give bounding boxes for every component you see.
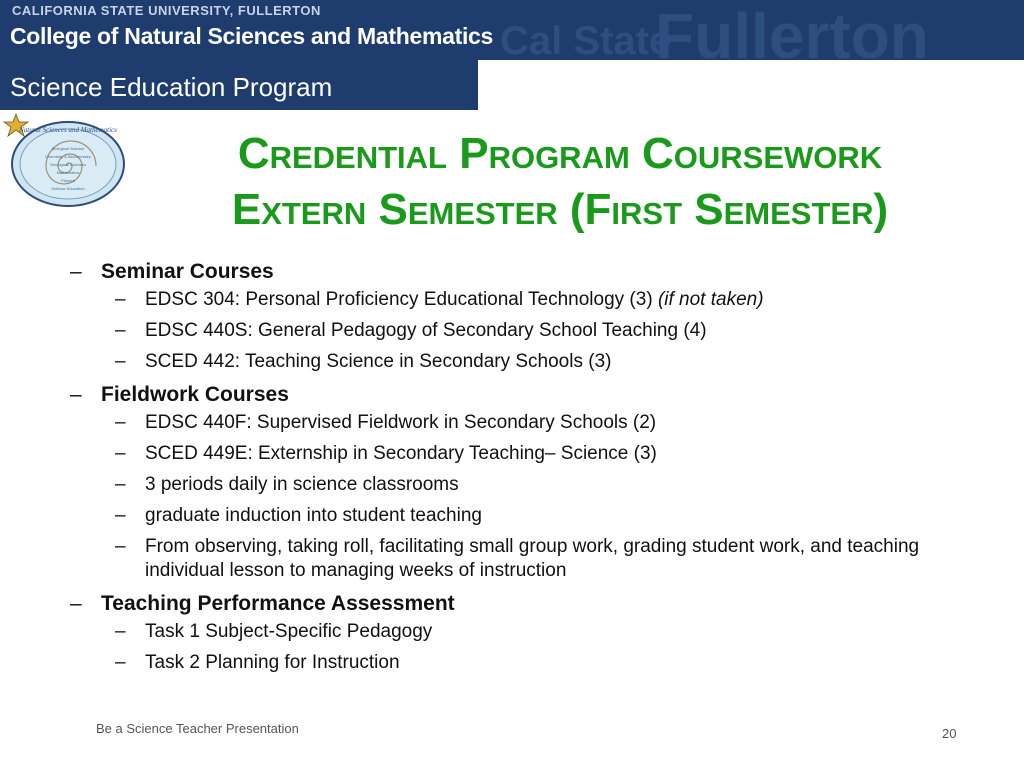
svg-text:Mathematics: Mathematics <box>56 170 80 175</box>
list-item: – graduate induction into student teaching <box>115 505 482 526</box>
section-heading-tpa: – Teaching Performance Assessment <box>70 592 455 615</box>
title-line-2: Extern Semester (First Semester) <box>231 185 889 234</box>
svg-text:Physics: Physics <box>61 178 75 183</box>
bullet-dash: – <box>115 351 126 372</box>
program-name: Science Education Program <box>10 72 333 102</box>
svg-text:Biological Science: Biological Science <box>51 146 85 151</box>
list-item: – 3 periods daily in science classrooms <box>115 474 459 495</box>
bullet-dash: – <box>115 443 126 464</box>
bullet-dash: – <box>70 383 82 406</box>
list-item: – From observing, taking roll, facilitating small group work, grading student work, and teaching individual lesson to managing weeks of instruction <box>115 536 920 581</box>
svg-text:Fullerton: Fullerton <box>655 0 929 60</box>
university-name: CALIFORNIA STATE UNIVERSITY, FULLERTON <box>12 3 321 18</box>
title-line-1: Credential Program Coursework <box>237 129 883 178</box>
bullet-dash: – <box>115 320 126 341</box>
footer-presentation-name: Be a Science Teacher Presentation <box>96 721 299 736</box>
section-heading-fieldwork: – Fieldwork Courses <box>70 383 289 406</box>
list-item: – Task 2 Planning for Instruction <box>115 652 400 673</box>
section-heading-seminar: – Seminar Courses <box>70 260 274 283</box>
bullet-dash: – <box>115 621 126 642</box>
italic-note: (if not taken) <box>657 289 764 310</box>
slide-number: 20 <box>942 726 957 741</box>
svg-text:Natural Sciences and Mathemati: Natural Sciences and Mathematics <box>19 126 117 134</box>
list-item: – SCED 442: Teaching Science in Secondary Schools (3) <box>115 351 612 372</box>
coursework-list <box>70 258 970 682</box>
svg-text:Cal State: Cal State <box>500 19 672 60</box>
bullet-dash: – <box>115 412 126 433</box>
bullet-dash: – <box>70 260 82 283</box>
svg-text:Chemistry & Biochemistry: Chemistry & Biochemistry <box>45 154 91 159</box>
list-item: – EDSC 440S: General Pedagogy of Secondary School Teaching (4) <box>115 320 707 341</box>
slide-title <box>140 126 980 238</box>
bullet-dash: – <box>115 505 126 526</box>
list-item: – SCED 449E: Externship in Secondary Teaching– Science (3) <box>115 443 657 464</box>
list-item: – EDSC 304: Personal Proficiency Educational Technology (3) (if not taken) <box>115 289 764 310</box>
bullet-dash: – <box>115 474 126 495</box>
svg-text:Science Education: Science Education <box>51 186 85 191</box>
banner-wordmark <box>0 0 1024 60</box>
svg-text:Geological Sciences: Geological Sciences <box>49 162 87 167</box>
bullet-dash: – <box>115 652 126 673</box>
bullet-dash: – <box>70 592 82 615</box>
list-item: – Task 1 Subject-Specific Pedagogy <box>115 621 433 642</box>
bullet-dash: – <box>115 536 126 557</box>
natural-sciences-logo <box>2 110 128 210</box>
college-name: College of Natural Sciences and Mathematics <box>10 23 494 49</box>
bullet-dash: – <box>115 289 126 310</box>
list-item: – EDSC 440F: Supervised Fieldwork in Secondary Schools (2) <box>115 412 657 433</box>
